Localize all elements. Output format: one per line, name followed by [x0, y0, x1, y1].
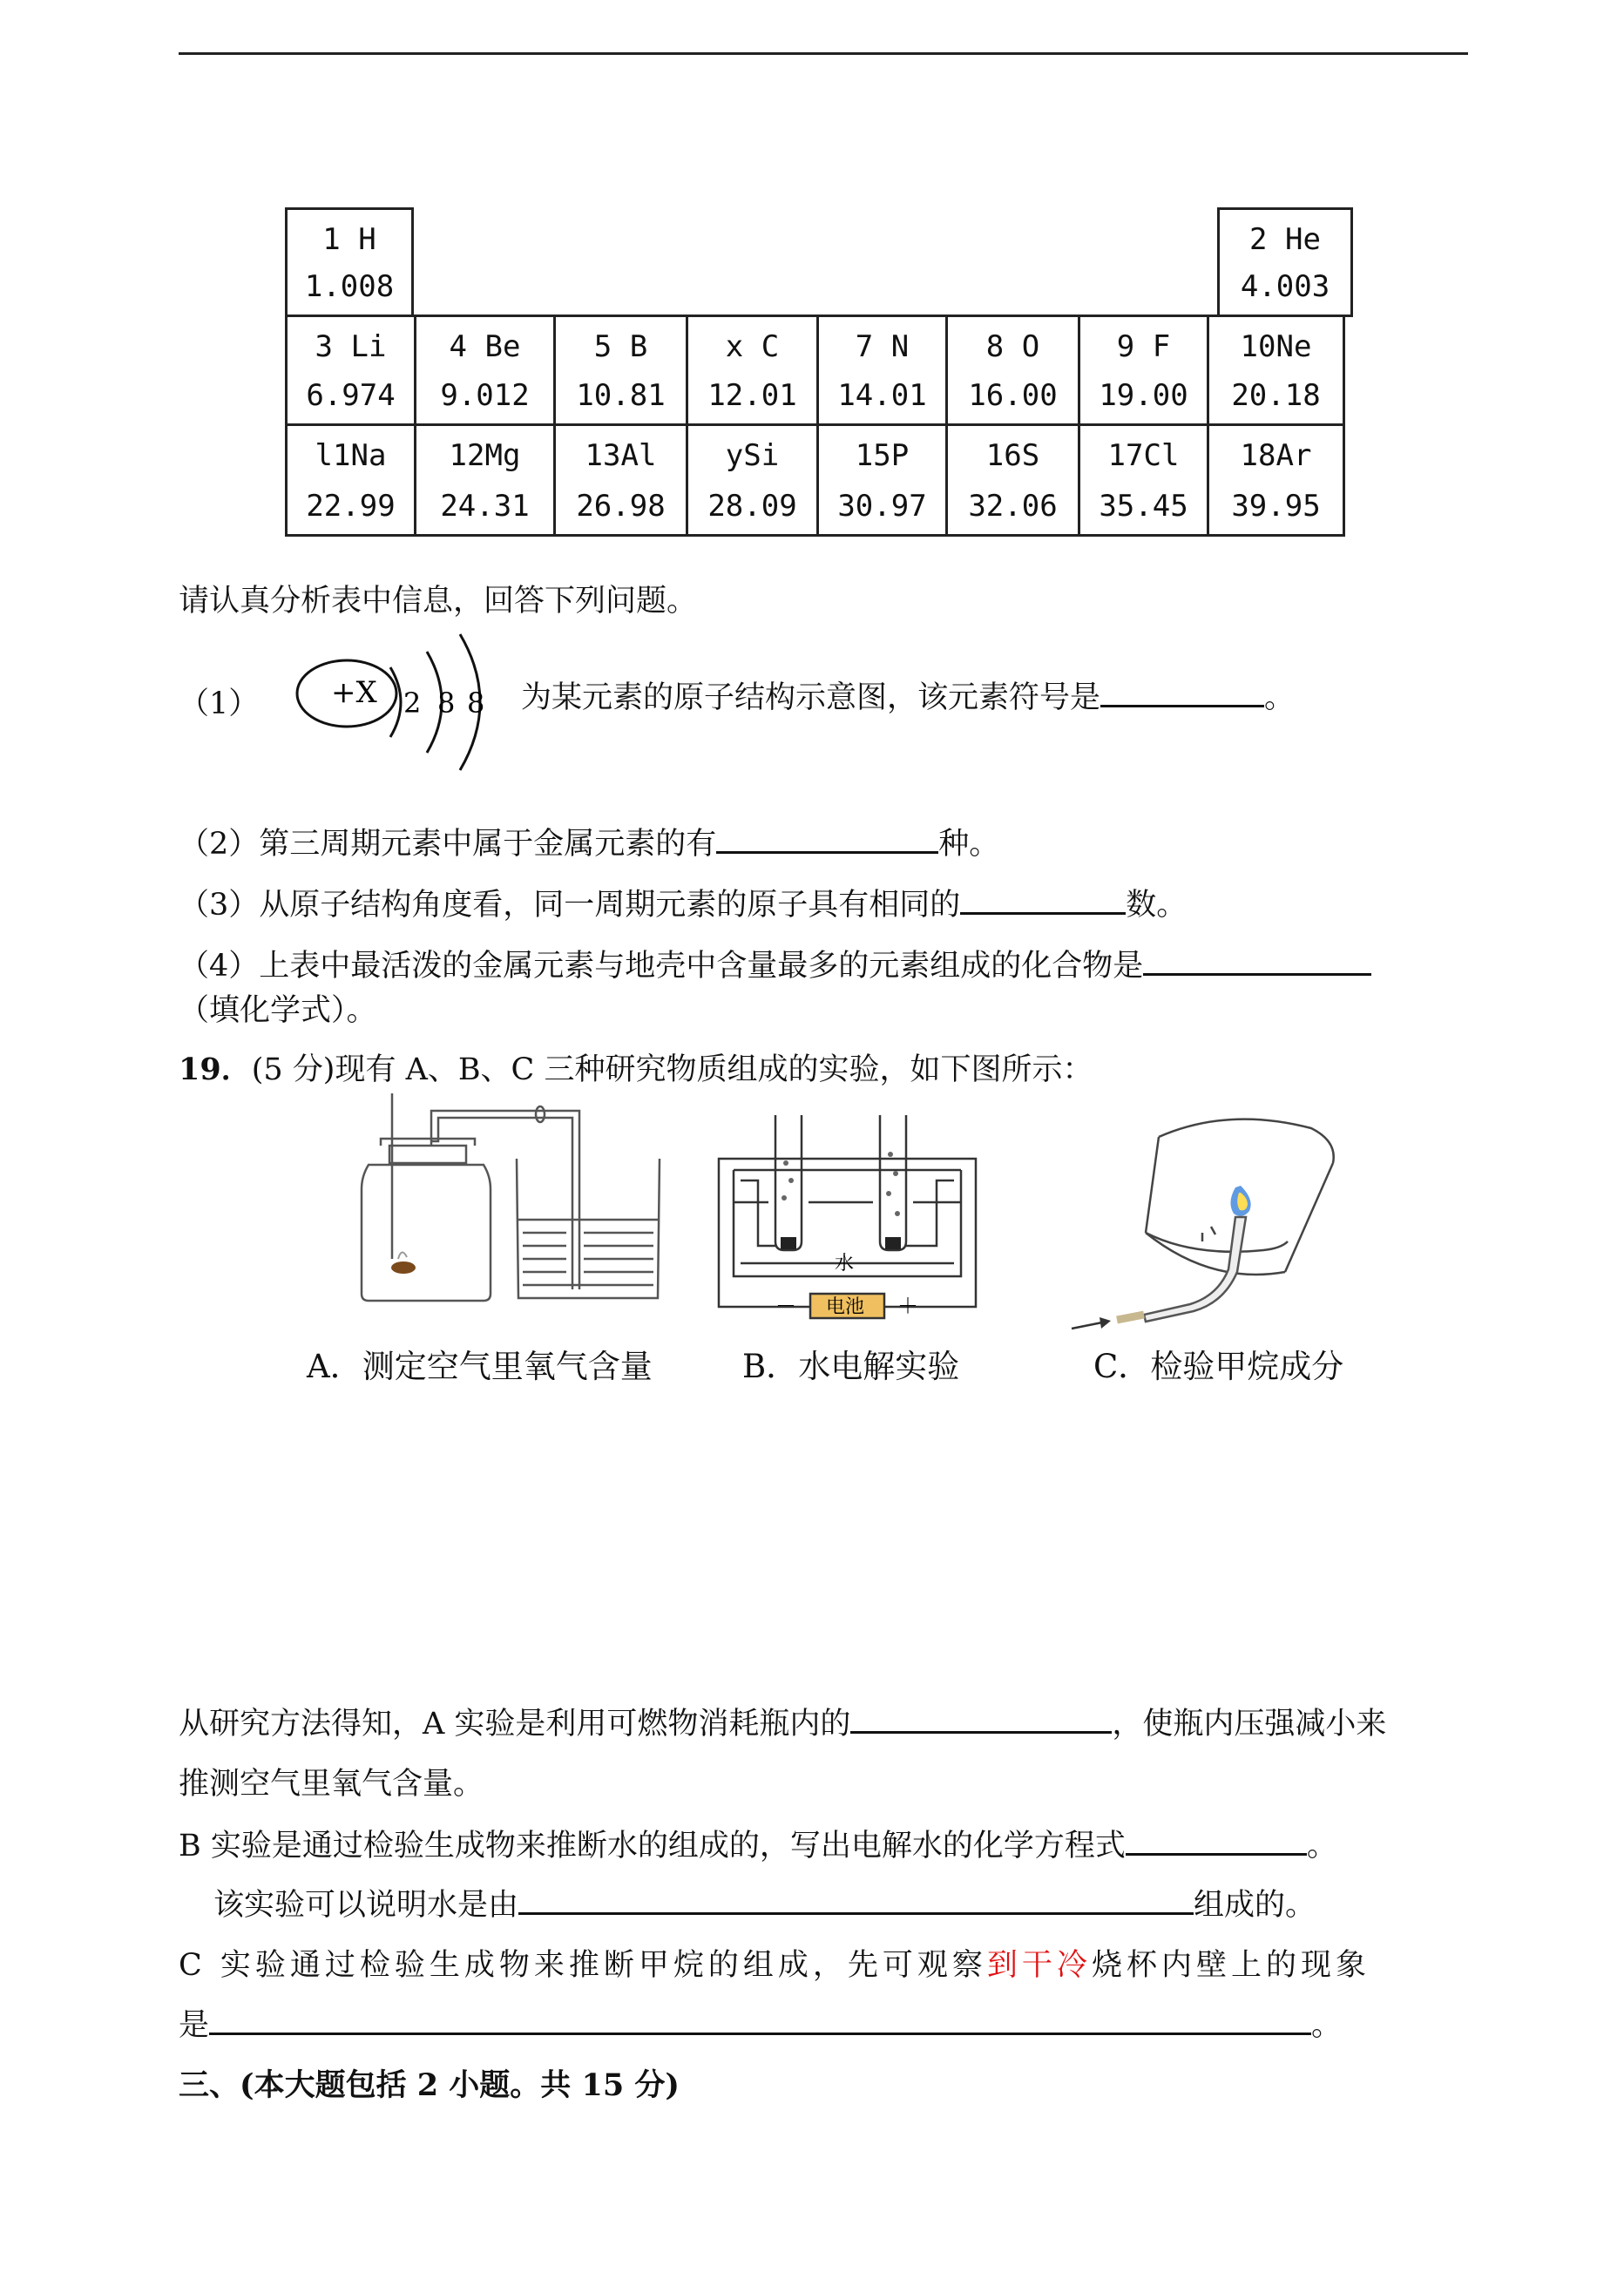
- element-cell: [553, 423, 688, 537]
- element-mass: 26.98: [576, 489, 666, 524]
- section-3-prefix: 三、: [179, 2067, 240, 2103]
- element-mass: 14.01: [837, 378, 927, 413]
- figure-c-caption: C．检验甲烷成分: [1093, 1348, 1344, 1385]
- element-mass: 12.01: [707, 378, 797, 413]
- q4-line2: （填化学式）。: [179, 993, 377, 1028]
- para-a-text: 从研究方法得知，A 实验是利用可燃物消耗瓶内的: [179, 1706, 851, 1742]
- para-c-line2: [179, 2000, 1342, 2045]
- para-b-line2: [213, 1880, 1316, 1924]
- element-cell: [816, 315, 948, 426]
- q3-text: [179, 880, 1187, 924]
- battery-label: 电池: [826, 1296, 865, 1318]
- element-symbol: 18Ar: [1240, 438, 1312, 473]
- para-b-end: 。: [1306, 1828, 1337, 1863]
- answer-blank[interactable]: [716, 819, 938, 854]
- q4-question: （4）上表中最活泼的金属元素与地壳中含量最多的元素组成的化合物是: [179, 948, 1144, 984]
- answer-blank[interactable]: [1143, 941, 1371, 976]
- element-symbol: 12Mg: [449, 438, 521, 473]
- answer-blank[interactable]: [960, 880, 1126, 915]
- element-mass: 35.45: [1099, 489, 1188, 524]
- element-symbol: 5 B: [593, 329, 648, 364]
- element-symbol: l1Na: [315, 438, 387, 473]
- element-symbol: 15P: [855, 438, 910, 473]
- q19-text: 现有 A、B、C 三种研究物质组成的实验，如下图所示：: [335, 1052, 1093, 1087]
- element-mass: 28.09: [707, 489, 797, 524]
- element-cell: [1078, 423, 1209, 537]
- q1-question: 为某元素的原子结构示意图，该元素符号是: [521, 680, 1101, 715]
- para-b-text: B 实验是通过检验生成物来推断水的组成的，写出电解水的化学方程式: [179, 1828, 1126, 1863]
- para-b-end: 组成的。: [1194, 1887, 1316, 1923]
- plus-sign: ＋: [897, 1294, 918, 1318]
- q19-heading: [179, 1045, 1093, 1089]
- q1-text: [521, 673, 1295, 717]
- element-cell: [285, 423, 416, 537]
- element-symbol: 4 Be: [449, 329, 521, 364]
- element-symbol: 3 Li: [315, 329, 387, 364]
- answer-blank[interactable]: [1100, 673, 1264, 707]
- para-b-line1: [179, 1821, 1337, 1865]
- element-symbol: 1 H: [322, 222, 376, 257]
- element-symbol: 9 F: [1116, 329, 1171, 364]
- q19-number: 19．: [179, 1052, 252, 1087]
- element-symbol: x C: [725, 329, 780, 364]
- para-a-line2: 推测空气里氧气含量。: [179, 1767, 484, 1802]
- element-mass: 32.06: [968, 489, 1058, 524]
- element-symbol: 7 N: [855, 329, 910, 364]
- element-cell: [945, 315, 1080, 426]
- figure-a-apparatus: [344, 1093, 675, 1307]
- element-mass: 9.012: [440, 378, 530, 413]
- para-c-text: C 实验通过检验生成物来推断甲烷的组成，先可观察: [179, 1948, 987, 1983]
- water-label: 水: [835, 1253, 855, 1275]
- intro-text: 请认真分析表中信息，回答下列问题。: [179, 584, 698, 619]
- element-cell: [285, 315, 416, 426]
- figure-b-apparatus: [714, 1111, 980, 1324]
- para-b-text: 该实验可以说明水是由: [213, 1887, 519, 1923]
- q4-text: [179, 941, 1371, 985]
- answer-blank[interactable]: [518, 1880, 1194, 1915]
- element-symbol: 13Al: [585, 438, 657, 473]
- element-cell: [686, 423, 819, 537]
- nucleus-charge: +X: [331, 675, 377, 710]
- para-c-text: 是: [179, 2007, 210, 2043]
- section-3-heading: [179, 2061, 680, 2105]
- element-mass: 10.81: [576, 378, 666, 413]
- element-mass: 4.003: [1240, 269, 1330, 304]
- header-rule: [179, 52, 1468, 55]
- q2-text: [179, 819, 999, 863]
- element-cell: [553, 315, 688, 426]
- element-symbol: 16S: [985, 438, 1040, 473]
- element-mass: 20.18: [1231, 378, 1321, 413]
- q1-end: 。: [1264, 680, 1296, 715]
- atom-structure-diagram: [288, 626, 505, 782]
- element-mass: 39.95: [1231, 489, 1321, 524]
- element-cell: [285, 207, 414, 317]
- element-mass: 6.974: [306, 378, 396, 413]
- q2-end: 种。: [938, 826, 1000, 862]
- element-cell: [1207, 315, 1345, 426]
- section-3-text: (本大题包括 2 小题。共 15 分): [240, 2067, 680, 2103]
- element-symbol: 10Ne: [1240, 329, 1312, 364]
- element-symbol: 8 O: [985, 329, 1040, 364]
- element-mass: 24.31: [440, 489, 530, 524]
- shell-electrons: 8: [437, 687, 456, 720]
- q3-question: （3）从原子结构角度看，同一周期元素的原子具有相同的: [179, 887, 961, 923]
- para-c-end: 。: [1311, 2007, 1343, 2043]
- para-c-text: 烧杯内壁上的现象: [1091, 1948, 1370, 1983]
- para-c-highlight: 到干冷: [986, 1948, 1092, 1983]
- element-cell: [414, 315, 556, 426]
- q1-number: （1）: [179, 687, 260, 721]
- shell-electrons: 8: [467, 687, 485, 720]
- q2-question: （2）第三周期元素中属于金属元素的有: [179, 826, 717, 862]
- figure-c-apparatus: [1063, 1102, 1350, 1346]
- q3-end: 数。: [1126, 887, 1188, 923]
- shell-electrons: 2: [403, 687, 422, 720]
- minus-sign: －: [775, 1294, 796, 1318]
- element-cell: [1207, 423, 1345, 537]
- element-mass: 30.97: [837, 489, 927, 524]
- element-mass: 1.008: [304, 269, 395, 304]
- element-symbol: ySi: [725, 438, 780, 473]
- element-mass: 16.00: [968, 378, 1058, 413]
- element-cell: [1078, 315, 1209, 426]
- answer-blank[interactable]: [850, 1699, 1112, 1734]
- element-cell: [414, 423, 556, 537]
- figure-a-caption: A．测定空气里氧气含量: [307, 1348, 653, 1385]
- periodic-table: [285, 207, 1355, 538]
- element-mass: 22.99: [306, 489, 396, 524]
- element-symbol: 2 He: [1249, 222, 1321, 257]
- figure-b-caption: B．水电解实验: [742, 1348, 960, 1385]
- element-mass: 19.00: [1099, 378, 1188, 413]
- element-symbol: 17Cl: [1107, 438, 1180, 473]
- para-c-line1: [179, 1941, 1370, 1985]
- element-cell: [686, 315, 819, 426]
- element-cell: [1217, 207, 1353, 317]
- answer-blank[interactable]: [1126, 1821, 1307, 1856]
- para-a-text: ，使瓶内压强减小来: [1112, 1706, 1387, 1742]
- q19-score: (5 分): [251, 1052, 335, 1087]
- answer-blank[interactable]: [209, 2000, 1311, 2035]
- para-a-line1: [179, 1699, 1386, 1743]
- element-cell: [945, 423, 1080, 537]
- element-cell: [816, 423, 948, 537]
